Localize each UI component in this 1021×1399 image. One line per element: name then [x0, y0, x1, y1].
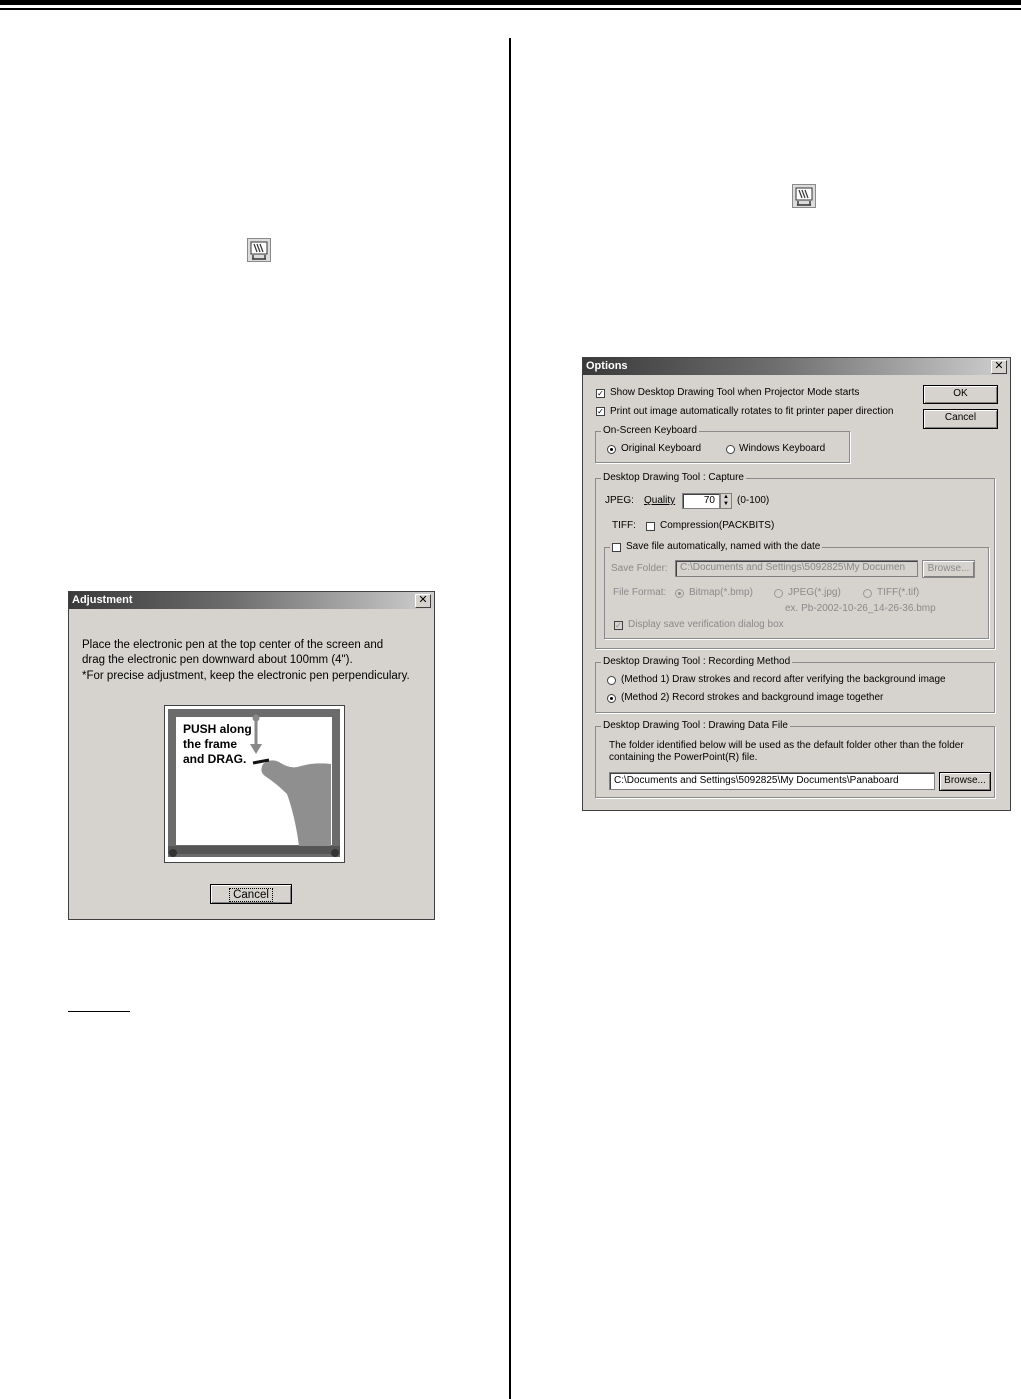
- method-1-radio[interactable]: [607, 676, 616, 685]
- datafile-description-1: The folder identified below will be used as the default folder other than the folder: [609, 740, 964, 751]
- show-tool-label: Show Desktop Drawing Tool when Projector Mode starts: [610, 387, 860, 398]
- drawing-tool-icon: [247, 238, 271, 262]
- header-rule-thin: [0, 8, 1021, 10]
- caption-line-1: PUSH along: [183, 722, 252, 736]
- windows-keyboard-radio[interactable]: [726, 445, 735, 454]
- capture-group-caption: Desktop Drawing Tool : Capture: [603, 472, 744, 483]
- format-jpeg-label: JPEG(*.jpg): [788, 587, 841, 598]
- save-auto-checkbox[interactable]: [612, 543, 621, 552]
- filename-example: ex. Pb-2002-10-26_14-26-36.bmp: [785, 603, 936, 614]
- rotate-checkbox[interactable]: ✓: [597, 407, 604, 416]
- message-line-3: *For precise adjustment, keep the electronic pen perpendiculary.: [82, 670, 410, 682]
- quality-spinner[interactable]: ▲ ▼: [720, 493, 732, 509]
- caption-line-3: and DRAG.: [183, 752, 247, 766]
- drawing-tool-icon-right: [792, 184, 816, 208]
- method-2-label: (Method 2) Record strokes and background image together: [621, 692, 884, 703]
- windows-keyboard-label: Windows Keyboard: [739, 443, 826, 454]
- compression-label: Compression(PACKBITS): [660, 520, 775, 531]
- ok-button[interactable]: OK: [923, 385, 998, 404]
- quality-label: Quality: [644, 495, 676, 506]
- illustration-caption: [183, 722, 252, 767]
- keyboard-group-caption: On-Screen Keyboard: [603, 425, 697, 436]
- adjustment-dialog: [68, 591, 435, 920]
- cancel-button-label: Cancel: [230, 889, 272, 901]
- format-jpeg-radio[interactable]: [774, 589, 783, 598]
- datafile-browse-button[interactable]: Browse...: [939, 772, 991, 791]
- quality-input[interactable]: 70: [682, 493, 720, 509]
- display-verification-label: Display save verification dialog box: [628, 619, 784, 630]
- options-titlebar: [583, 358, 1010, 375]
- cancel-button[interactable]: Cancel: [923, 409, 998, 429]
- show-tool-checkbox[interactable]: ✓: [597, 389, 604, 398]
- original-keyboard-label: Original Keyboard: [621, 443, 702, 454]
- header-rule-thick: [0, 0, 1021, 5]
- datafile-path-field[interactable]: C:\Documents and Settings\5092825\My Documents\Panaboard: [609, 772, 935, 790]
- column-divider: [509, 38, 511, 1399]
- format-tiff-radio[interactable]: [863, 589, 872, 598]
- save-folder-label: Save Folder:: [611, 563, 668, 574]
- format-tiff-label: TIFF(*.tif): [877, 587, 920, 598]
- original-keyboard-radio[interactable]: [607, 445, 616, 454]
- save-folder-browse-button[interactable]: Browse...: [922, 560, 975, 578]
- quality-range: (0-100): [737, 495, 770, 506]
- note-underline: [68, 1011, 130, 1012]
- compression-checkbox[interactable]: [646, 522, 655, 531]
- tiff-label: TIFF:: [612, 520, 636, 531]
- jpeg-label: JPEG:: [605, 495, 634, 506]
- format-bitmap-label: Bitmap(*.bmp): [689, 587, 753, 598]
- datafile-group-caption: Desktop Drawing Tool : Drawing Data File: [603, 720, 788, 731]
- close-icon[interactable]: ✕: [991, 360, 1007, 374]
- caption-line-2: the frame: [183, 737, 238, 751]
- adjustment-titlebar: [69, 592, 434, 609]
- file-format-label: File Format:: [613, 587, 667, 598]
- adjustment-title: Adjustment: [72, 594, 133, 606]
- message-line-1: Place the electronic pen at the top center of the screen and: [82, 639, 384, 651]
- options-title: Options: [586, 360, 628, 372]
- options-dialog: [582, 357, 1011, 811]
- rotate-label: Print out image automatically rotates to fit printer paper direction: [610, 406, 894, 417]
- format-bitmap-radio[interactable]: [675, 589, 684, 598]
- close-icon[interactable]: ✕: [415, 594, 431, 608]
- cancel-button[interactable]: [210, 884, 292, 904]
- datafile-description-2: containing the PowerPoint(R) file.: [609, 752, 758, 763]
- save-folder-field[interactable]: C:\Documents and Settings\5092825\My Documen: [675, 560, 918, 577]
- display-verification-checkbox[interactable]: ✓: [615, 621, 622, 630]
- keyboard-group: [595, 425, 850, 463]
- method-2-radio[interactable]: [607, 694, 616, 703]
- save-auto-caption: Save file automatically, named with the date: [610, 541, 822, 553]
- recording-group: [595, 656, 995, 713]
- datafile-group: [595, 720, 995, 798]
- save-auto-group: [604, 541, 989, 639]
- adjustment-illustration: [164, 705, 345, 863]
- message-line-2: drag the electronic pen downward about 100mm (4").: [82, 654, 353, 666]
- recording-group-caption: Desktop Drawing Tool : Recording Method: [603, 656, 791, 667]
- method-1-label: (Method 1) Draw strokes and record after verifying the background image: [621, 674, 946, 685]
- adjustment-message: [82, 638, 410, 684]
- capture-group: [595, 472, 995, 649]
